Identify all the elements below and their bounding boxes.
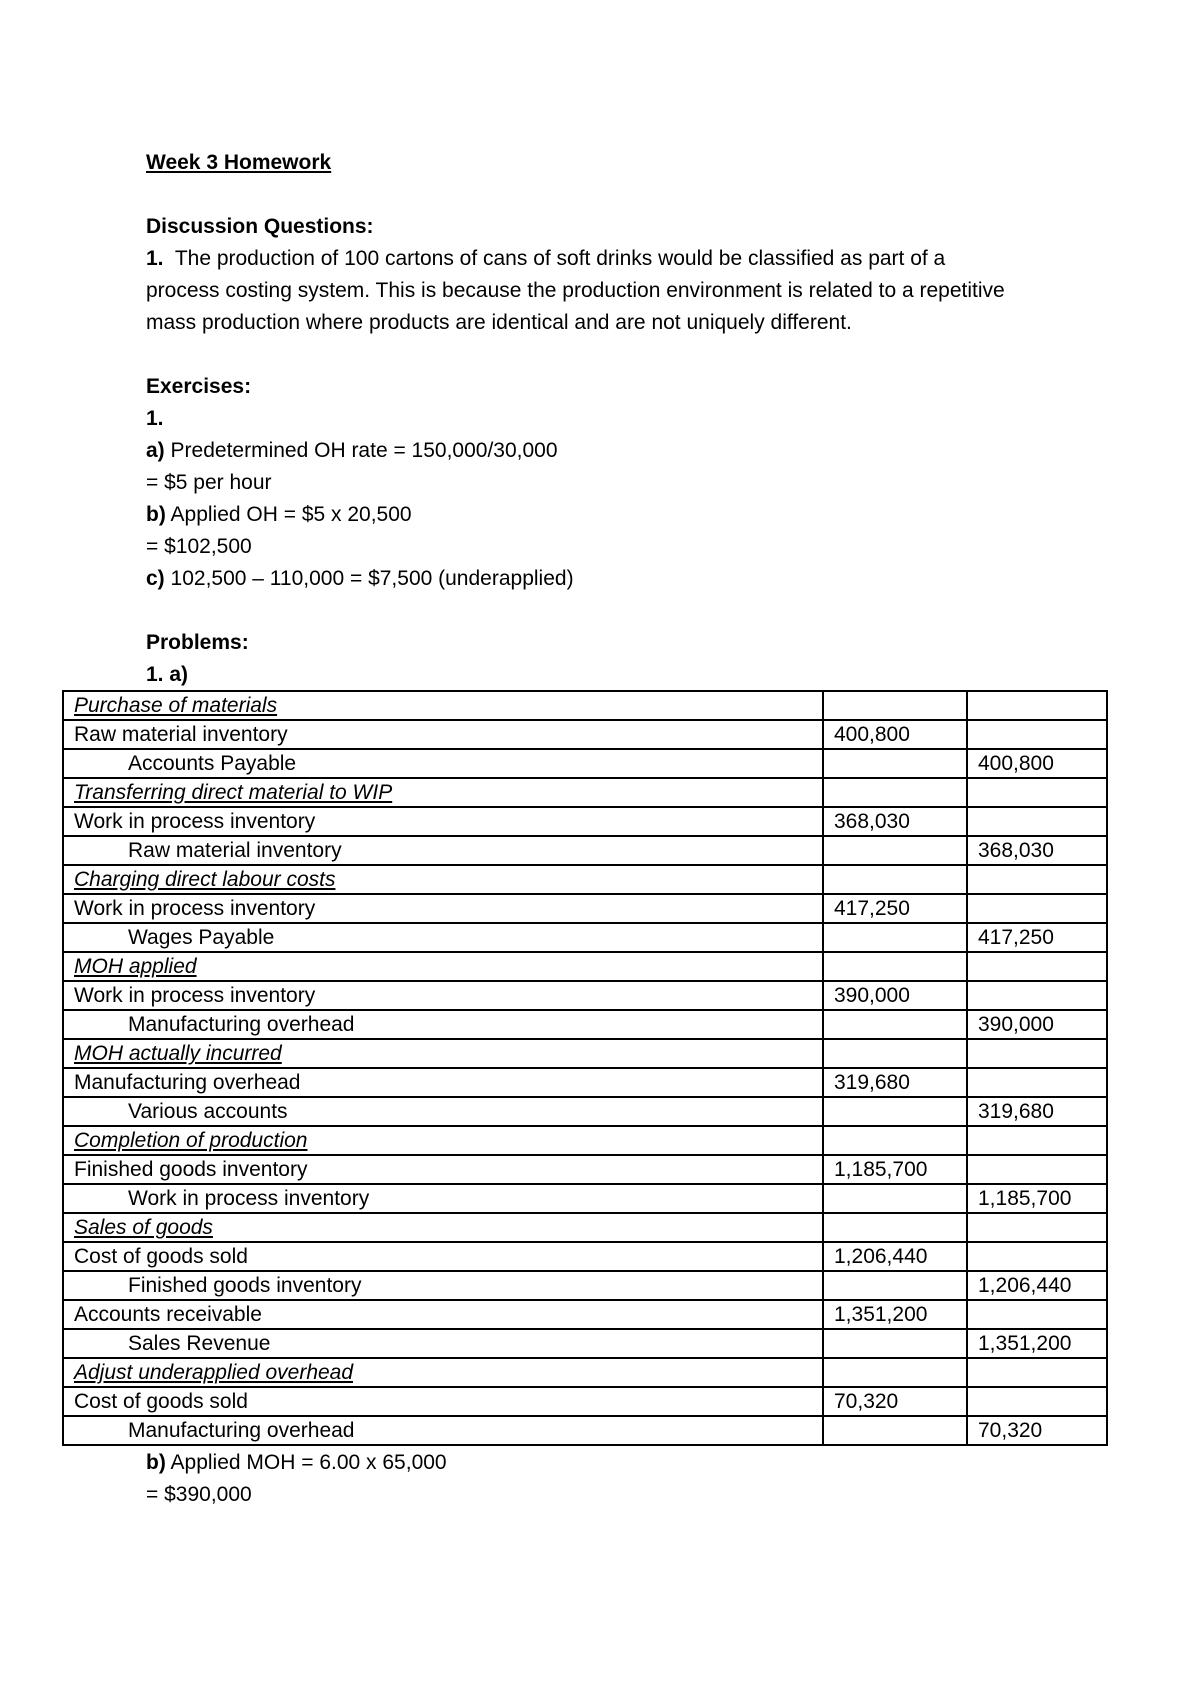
journal-credit: 400,800 bbox=[967, 749, 1107, 778]
journal-debit: 417,250 bbox=[823, 894, 967, 923]
journal-account bbox=[63, 720, 823, 749]
journal-row bbox=[63, 1184, 1107, 1213]
journal-account bbox=[63, 894, 823, 923]
journal-debit bbox=[823, 1358, 967, 1387]
journal-credit bbox=[967, 1155, 1107, 1184]
journal-credit bbox=[967, 691, 1107, 720]
problems-heading: Problems: bbox=[146, 631, 249, 654]
journal-row bbox=[63, 1213, 1107, 1242]
journal-account bbox=[63, 1068, 823, 1097]
journal-row bbox=[63, 1300, 1107, 1329]
exercise-b bbox=[146, 499, 412, 531]
journal-account bbox=[63, 1097, 823, 1126]
journal-credit bbox=[967, 1126, 1107, 1155]
journal-credit bbox=[967, 778, 1107, 807]
journal-row bbox=[63, 923, 1107, 952]
journal-row bbox=[63, 807, 1107, 836]
journal-account-label: Accounts receivable bbox=[74, 1303, 262, 1326]
exercise-a-text: Predetermined OH rate = 150,000/30,000 bbox=[170, 439, 558, 462]
journal-debit bbox=[823, 1416, 967, 1445]
journal-debit: 1,351,200 bbox=[823, 1300, 967, 1329]
journal-debit bbox=[823, 952, 967, 981]
journal-account bbox=[63, 836, 823, 865]
journal-account-label: Manufacturing overhead bbox=[128, 1013, 355, 1036]
journal-row bbox=[63, 778, 1107, 807]
journal-row bbox=[63, 1358, 1107, 1387]
journal-account-label: Manufacturing overhead bbox=[74, 1071, 301, 1094]
journal-row bbox=[63, 865, 1107, 894]
journal-account-label: MOH actually incurred bbox=[74, 1042, 282, 1065]
journal-row bbox=[63, 1155, 1107, 1184]
journal-debit: 400,800 bbox=[823, 720, 967, 749]
journal-debit: 70,320 bbox=[823, 1387, 967, 1416]
journal-account-label: Completion of production bbox=[74, 1129, 308, 1152]
journal-credit bbox=[967, 807, 1107, 836]
journal-account bbox=[63, 1242, 823, 1271]
discussion-q1-line-3: mass production where products are identical and are not uniquely different. bbox=[146, 311, 852, 334]
journal-entry-heading bbox=[63, 865, 823, 894]
exercise-a bbox=[146, 435, 558, 467]
journal-account-label: Finished goods inventory bbox=[74, 1158, 308, 1181]
exercise-c-text: 102,500 – 110,000 = $7,500 (underapplied) bbox=[170, 567, 574, 590]
journal-account bbox=[63, 1155, 823, 1184]
journal-credit bbox=[967, 1039, 1107, 1068]
journal-entry-heading bbox=[63, 778, 823, 807]
journal-row bbox=[63, 1126, 1107, 1155]
journal-debit bbox=[823, 1039, 967, 1068]
page-title: Week 3 Homework bbox=[146, 151, 332, 174]
journal-entry-heading bbox=[63, 1358, 823, 1387]
journal-debit bbox=[823, 865, 967, 894]
journal-debit: 390,000 bbox=[823, 981, 967, 1010]
journal-account-label: Cost of goods sold bbox=[74, 1245, 248, 1268]
journal-debit bbox=[823, 1184, 967, 1213]
journal-account-label: Work in process inventory bbox=[74, 984, 316, 1007]
journal-debit bbox=[823, 1097, 967, 1126]
journal-account-label: Finished goods inventory bbox=[128, 1274, 362, 1297]
journal-account bbox=[63, 1184, 823, 1213]
journal-credit bbox=[967, 981, 1107, 1010]
journal-row bbox=[63, 952, 1107, 981]
journal-entries-table bbox=[62, 690, 1108, 1446]
journal-account-label: Various accounts bbox=[128, 1100, 288, 1123]
journal-row bbox=[63, 1039, 1107, 1068]
journal-account-label: Work in process inventory bbox=[74, 897, 316, 920]
journal-account-label: Accounts Payable bbox=[128, 752, 297, 775]
journal-account bbox=[63, 1300, 823, 1329]
journal-row bbox=[63, 691, 1107, 720]
journal-account-label: Wages Payable bbox=[128, 926, 275, 949]
journal-account bbox=[63, 923, 823, 952]
journal-credit bbox=[967, 1300, 1107, 1329]
journal-account-label: Transferring direct material to WIP bbox=[74, 781, 393, 804]
journal-credit bbox=[967, 1242, 1107, 1271]
journal-row bbox=[63, 1242, 1107, 1271]
journal-credit bbox=[967, 865, 1107, 894]
journal-account-label: Sales of goods bbox=[74, 1216, 213, 1239]
journal-credit: 1,351,200 bbox=[967, 1329, 1107, 1358]
journal-row bbox=[63, 894, 1107, 923]
journal-row bbox=[63, 1068, 1107, 1097]
journal-credit bbox=[967, 894, 1107, 923]
journal-debit bbox=[823, 1271, 967, 1300]
journal-row bbox=[63, 1329, 1107, 1358]
journal-row bbox=[63, 981, 1107, 1010]
discussion-heading: Discussion Questions: bbox=[146, 215, 374, 238]
journal-debit bbox=[823, 923, 967, 952]
exercise-a-label: a) bbox=[146, 439, 165, 462]
discussion-q1-text-1: The production of 100 cartons of cans of soft drinks would be classified as part of a bbox=[174, 247, 946, 270]
journal-row bbox=[63, 1010, 1107, 1039]
exercise-b-text: Applied OH = $5 x 20,500 bbox=[170, 503, 412, 526]
journal-account bbox=[63, 1271, 823, 1300]
journal-entry-heading bbox=[63, 1039, 823, 1068]
journal-account bbox=[63, 807, 823, 836]
journal-debit: 319,680 bbox=[823, 1068, 967, 1097]
journal-account bbox=[63, 1329, 823, 1358]
journal-debit bbox=[823, 1010, 967, 1039]
journal-account bbox=[63, 981, 823, 1010]
journal-row bbox=[63, 836, 1107, 865]
problem-number-label: 1. a) bbox=[146, 663, 189, 686]
journal-credit: 319,680 bbox=[967, 1097, 1107, 1126]
journal-account-label: Purchase of materials bbox=[74, 694, 278, 717]
journal-entry-heading bbox=[63, 1126, 823, 1155]
journal-debit: 368,030 bbox=[823, 807, 967, 836]
journal-credit: 368,030 bbox=[967, 836, 1107, 865]
journal-account-label: Raw material inventory bbox=[128, 839, 342, 862]
journal-credit: 417,250 bbox=[967, 923, 1107, 952]
journal-account bbox=[63, 1416, 823, 1445]
journal-account-label: Raw material inventory bbox=[74, 723, 288, 746]
journal-credit: 70,320 bbox=[967, 1416, 1107, 1445]
journal-account-label: Manufacturing overhead bbox=[128, 1419, 355, 1442]
exercise-b-result: = $102,500 bbox=[146, 535, 252, 558]
journal-account-label: Cost of goods sold bbox=[74, 1390, 248, 1413]
journal-credit bbox=[967, 1213, 1107, 1242]
journal-debit bbox=[823, 1126, 967, 1155]
exercise-b-label: b) bbox=[146, 503, 166, 526]
journal-debit bbox=[823, 778, 967, 807]
journal-debit bbox=[823, 691, 967, 720]
journal-entry-heading bbox=[63, 1213, 823, 1242]
problem-b-text: Applied MOH = 6.00 x 65,000 bbox=[170, 1451, 447, 1474]
discussion-q1-number: 1. bbox=[146, 247, 164, 270]
journal-account bbox=[63, 1010, 823, 1039]
journal-credit bbox=[967, 1068, 1107, 1097]
journal-row bbox=[63, 749, 1107, 778]
problem-b bbox=[146, 1447, 447, 1479]
journal-credit bbox=[967, 720, 1107, 749]
journal-account-label: MOH applied bbox=[74, 955, 197, 978]
journal-row bbox=[63, 1271, 1107, 1300]
journal-debit bbox=[823, 1213, 967, 1242]
journal-row bbox=[63, 1416, 1107, 1445]
journal-debit: 1,185,700 bbox=[823, 1155, 967, 1184]
journal-account-label: Adjust underapplied overhead bbox=[74, 1361, 354, 1384]
journal-credit: 1,185,700 bbox=[967, 1184, 1107, 1213]
exercise-number: 1. bbox=[146, 407, 164, 430]
journal-body bbox=[63, 691, 1107, 1445]
exercises-heading: Exercises: bbox=[146, 375, 252, 398]
exercise-c bbox=[146, 563, 574, 595]
exercise-a-result: = $5 per hour bbox=[146, 471, 272, 494]
journal-account bbox=[63, 1387, 823, 1416]
journal-entry-heading bbox=[63, 691, 823, 720]
problem-b-result: = $390,000 bbox=[146, 1483, 252, 1506]
journal-credit: 1,206,440 bbox=[967, 1271, 1107, 1300]
problem-b-label: b) bbox=[146, 1451, 166, 1474]
journal-row bbox=[63, 1387, 1107, 1416]
journal-account-label: Sales Revenue bbox=[128, 1332, 271, 1355]
journal-debit bbox=[823, 1329, 967, 1358]
journal-row bbox=[63, 1097, 1107, 1126]
journal-account bbox=[63, 749, 823, 778]
journal-debit: 1,206,440 bbox=[823, 1242, 967, 1271]
journal-debit bbox=[823, 749, 967, 778]
journal-entry-heading bbox=[63, 952, 823, 981]
journal-credit: 390,000 bbox=[967, 1010, 1107, 1039]
journal-account-label: Work in process inventory bbox=[74, 810, 316, 833]
journal-debit bbox=[823, 836, 967, 865]
exercise-c-label: c) bbox=[146, 567, 165, 590]
discussion-q1-line-2: process costing system. This is because the production environment is related to a repetitive bbox=[146, 279, 1005, 302]
journal-credit bbox=[967, 1358, 1107, 1387]
journal-row bbox=[63, 720, 1107, 749]
journal-account-label: Work in process inventory bbox=[128, 1187, 370, 1210]
journal-credit bbox=[967, 952, 1107, 981]
journal-credit bbox=[967, 1387, 1107, 1416]
journal-account-label: Charging direct labour costs bbox=[74, 868, 336, 891]
discussion-q1-line-1 bbox=[146, 243, 945, 275]
